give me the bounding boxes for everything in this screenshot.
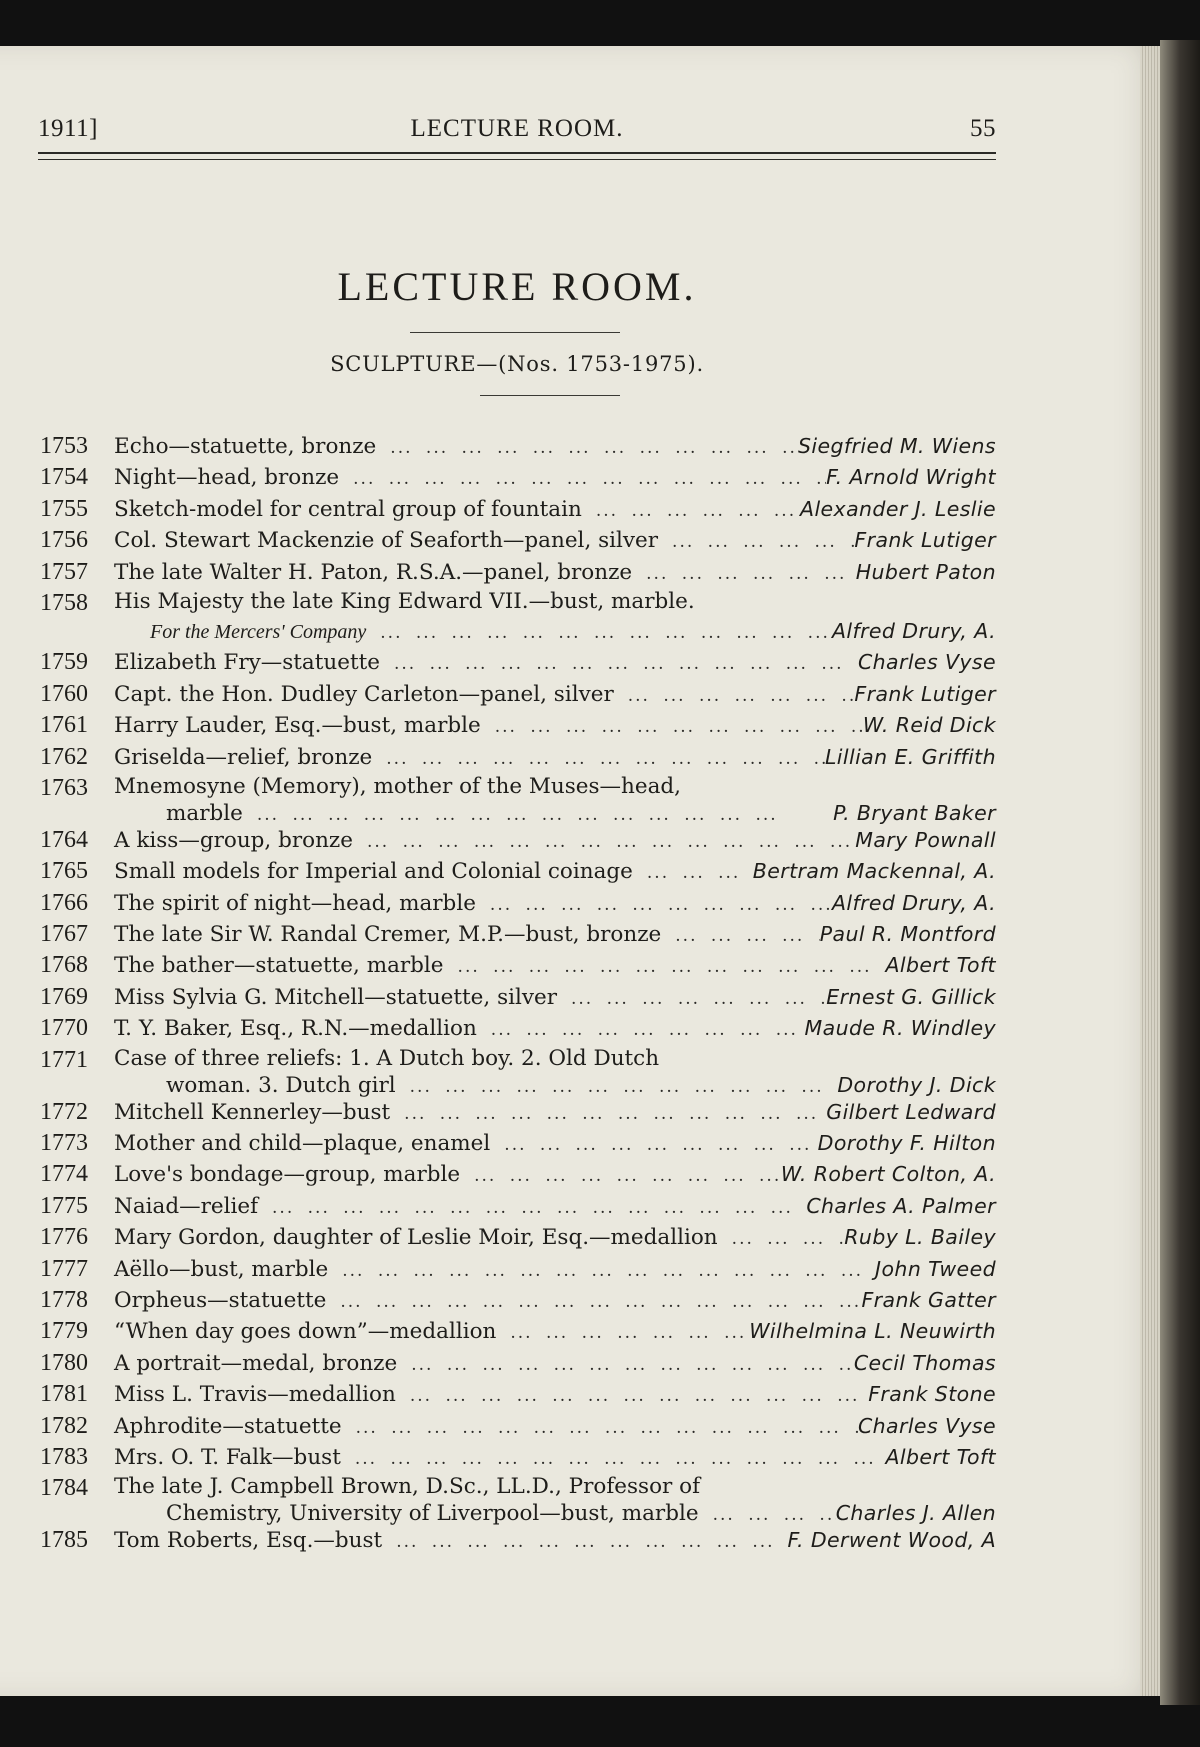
leader-dots — [243, 803, 833, 827]
entry-line — [114, 888, 996, 919]
entry-provenance: For the Mercers' Company — [150, 620, 367, 643]
entry-number: 1779 — [40, 1318, 88, 1345]
catalogue-entry — [38, 1254, 996, 1285]
entry-number: 1780 — [40, 1349, 88, 1376]
entry-line — [114, 1191, 996, 1222]
entry-number: 1765 — [40, 858, 88, 885]
entry-title: Elizabeth Fry—statuette — [114, 650, 380, 676]
entry-line — [114, 1442, 996, 1473]
entry-title: Echo—statuette, bronze — [114, 434, 377, 459]
entry-number: 1759 — [40, 649, 88, 676]
entry-line — [114, 919, 996, 950]
leader-dots — [614, 681, 855, 712]
entry-number: 1769 — [40, 983, 88, 1010]
entry-number: 1783 — [40, 1443, 88, 1470]
entry-line — [114, 1222, 996, 1253]
entry-title: Tom Roberts, Esq.—bust — [114, 1528, 383, 1554]
entry-artist: Frank Stone — [868, 1382, 996, 1407]
entry-line — [114, 1254, 996, 1285]
entry-artist: Alexander J. Leslie — [800, 496, 996, 521]
leader-dots — [342, 1413, 858, 1444]
entry-artist: Bertram Mackennal, A. — [752, 859, 996, 884]
entry-line — [114, 616, 996, 647]
entry-line — [166, 1073, 996, 1097]
entry-title: Miss L. Travis—medallion — [114, 1382, 396, 1408]
entry-line — [114, 462, 996, 493]
leader-dots — [390, 1099, 826, 1130]
entry-artist: P. Bryant Baker — [833, 800, 996, 825]
catalogue-entry — [38, 1191, 996, 1222]
entry-number: 1763 — [40, 774, 88, 801]
leader-dots — [341, 1444, 886, 1475]
catalogue-entry — [38, 1525, 996, 1556]
leader-dots — [477, 1015, 805, 1046]
entry-line — [114, 1097, 996, 1128]
entry-number: 1756 — [40, 527, 88, 554]
entry-line — [114, 742, 996, 773]
entry-number: 1762 — [40, 743, 88, 770]
leader-dots — [699, 1503, 836, 1527]
leader-dots — [396, 1381, 868, 1412]
entry-title: “When day goes down”—medallion — [114, 1319, 497, 1345]
entry-artist: Alfred Drury, A. — [831, 890, 996, 915]
leader-dots — [476, 890, 832, 921]
entry-artist: F. Derwent Wood, A — [787, 1528, 996, 1553]
entry-artist: Wilhelmina L. Neuwirth — [749, 1319, 996, 1344]
catalogue-entry — [38, 856, 996, 887]
leader-dots — [460, 1161, 781, 1192]
catalogue-entry — [38, 1379, 996, 1410]
leader-dots — [326, 1287, 861, 1318]
entry-line — [114, 679, 996, 710]
entry-number: 1772 — [40, 1098, 88, 1125]
entry-number: 1782 — [40, 1412, 88, 1439]
entry-line — [114, 1525, 996, 1556]
entry-title: Small models for Imperial and Colonial coinage — [114, 859, 633, 885]
entry-title: Night—head, bronze — [114, 465, 340, 491]
leader-dots — [372, 744, 825, 775]
catalogue-entry — [38, 888, 996, 919]
catalogue-entry — [38, 1316, 996, 1347]
entry-line — [114, 773, 996, 801]
entry-artist: Hubert Paton — [855, 559, 996, 584]
entry-line — [114, 1013, 996, 1044]
entry-number: 1785 — [40, 1527, 88, 1554]
entry-line — [114, 1379, 996, 1410]
entry-artist: Maude R. Windley — [804, 1016, 996, 1041]
entry-number: 1775 — [40, 1192, 88, 1219]
entry-artist: Frank Lutiger — [854, 528, 996, 553]
catalogue-entry — [38, 462, 996, 493]
leader-dots — [380, 649, 858, 680]
entry-line — [114, 1473, 996, 1501]
entry-title: A kiss—group, bronze — [114, 827, 353, 853]
entry-line — [114, 950, 996, 981]
entry-number: 1755 — [40, 495, 88, 522]
entry-artist: Dorothy J. Dick — [837, 1072, 996, 1097]
entry-line — [114, 1348, 996, 1379]
catalogue-entry — [38, 647, 996, 678]
entry-title: Orpheus—statuette — [114, 1287, 327, 1313]
entry-title: T. Y. Baker, Esq., R.N.—medallion — [114, 1016, 477, 1042]
leader-dots — [397, 1350, 854, 1381]
entry-number: 1757 — [40, 558, 88, 585]
entry-artist: Albert Toft — [885, 1444, 996, 1469]
catalogue-entry — [38, 1159, 996, 1190]
leader-dots — [557, 984, 826, 1015]
leader-dots — [658, 527, 854, 558]
entry-line — [114, 588, 996, 616]
catalogue-entry — [38, 1222, 996, 1253]
catalogue-entry — [38, 982, 996, 1013]
entry-artist: Cecil Thomas — [853, 1350, 996, 1375]
entry-title: Mrs. O. T. Falk—bust — [114, 1444, 341, 1470]
entry-title: Col. Stewart Mackenzie of Seaforth—panel, silver — [114, 528, 659, 554]
entry-number: 1760 — [40, 680, 88, 707]
entry-title: Mary Gordon, daughter of Leslie Moir, Esq.—medallion — [114, 1225, 718, 1251]
leader-dots — [382, 1527, 787, 1558]
leader-dots — [490, 1130, 817, 1161]
entry-number: 1764 — [40, 826, 88, 853]
leader-dots — [366, 618, 832, 649]
entry-title: Mitchell Kennerley—bust — [114, 1099, 391, 1125]
entry-title: Case of three reliefs: 1. A Dutch boy. 2. Old Dutch — [114, 1045, 660, 1071]
leader-dots — [632, 559, 856, 590]
entry-number: 1753 — [40, 433, 88, 459]
entry-line — [114, 982, 996, 1013]
running-head — [38, 110, 996, 150]
entry-number: 1761 — [40, 712, 88, 739]
catalogue-entry — [38, 773, 996, 825]
catalogue-entry — [38, 710, 996, 741]
entry-line — [114, 710, 996, 741]
catalogue-entry — [38, 494, 996, 525]
entry-line — [114, 1285, 996, 1316]
entry-title: Harry Lauder, Esq.—bust, marble — [114, 713, 481, 739]
leader-dots — [396, 1075, 838, 1099]
entry-line — [114, 856, 996, 887]
entry-title: Chemistry, University of Liverpool—bust, marble — [166, 1501, 699, 1527]
catalogue-entry — [38, 1473, 996, 1525]
leader-dots — [339, 464, 826, 495]
entry-number: 1774 — [40, 1161, 88, 1188]
catalogue-entry — [38, 742, 996, 773]
catalogue-entry — [38, 1411, 996, 1442]
entry-artist: Alfred Drury, A. — [831, 618, 996, 643]
leader-dots — [633, 858, 753, 889]
entry-title: Mother and child—plaque, enamel — [114, 1131, 491, 1157]
entry-title: The bather—statuette, marble — [114, 953, 444, 979]
entry-artist: Gilbert Ledward — [826, 1099, 996, 1124]
leader-dots — [481, 712, 863, 743]
leader-dots — [353, 827, 855, 858]
entry-title: Sketch-model for central group of fountain — [114, 496, 582, 522]
entry-artist: Frank Gatter — [861, 1287, 996, 1312]
entry-line — [114, 1128, 996, 1159]
running-head-year: 1911] — [38, 115, 98, 142]
catalogue-list — [38, 431, 996, 1557]
entry-artist: Charles Vyse — [857, 1413, 996, 1438]
entry-artist: Lillian E. Griffith — [824, 744, 996, 769]
book-spine — [1160, 40, 1200, 1705]
leader-dots — [496, 1318, 749, 1349]
catalogue-entry — [38, 950, 996, 981]
entry-title: Love's bondage—group, marble — [114, 1162, 461, 1188]
entry-title: The late Walter H. Paton, R.S.A.—panel, bronze — [114, 559, 633, 585]
leader-dots — [661, 921, 819, 952]
entry-line — [166, 801, 996, 825]
catalogue-entry — [38, 1045, 996, 1097]
entry-line — [114, 1045, 996, 1073]
entry-title: A portrait—medal, bronze — [114, 1350, 398, 1376]
entry-title: Aëllo—bust, marble — [114, 1256, 329, 1282]
entry-number: 1776 — [40, 1224, 88, 1251]
entry-artist: Charles A. Palmer — [806, 1193, 996, 1218]
catalogue-entry — [38, 431, 996, 462]
entry-title: Capt. the Hon. Dudley Carleton—panel, silver — [114, 681, 614, 707]
entry-number: 1767 — [40, 921, 88, 948]
catalogue-entry — [38, 1013, 996, 1044]
entry-artist: Siegfried M. Wiens — [798, 434, 996, 458]
entry-number: 1754 — [40, 464, 88, 491]
catalogue-entry — [38, 588, 996, 647]
entry-line — [114, 647, 996, 678]
leader-dots — [376, 433, 798, 464]
entry-artist: Ruby L. Bailey — [844, 1225, 996, 1250]
section-subtitle: SCULPTURE—(Nos. 1753-1975). — [330, 352, 704, 376]
entry-title: The late J. Campbell Brown, D.Sc., LL.D., Professor of — [114, 1474, 701, 1500]
leader-dots — [718, 1224, 845, 1255]
entry-number: 1758 — [40, 589, 88, 616]
catalogue-entry — [38, 679, 996, 710]
entry-artist: Albert Toft — [885, 953, 996, 978]
entry-artist: Dorothy F. Hilton — [817, 1131, 996, 1156]
entry-title: Aphrodite—statuette — [114, 1413, 342, 1439]
entry-artist: Ernest G. Gillick — [826, 984, 996, 1009]
leader-dots — [328, 1256, 875, 1287]
leader-dots — [258, 1193, 806, 1224]
entry-artist: Paul R. Montford — [819, 922, 996, 947]
entry-artist: W. Reid Dick — [862, 713, 996, 738]
entry-title: Naiad—relief — [114, 1193, 259, 1219]
entry-line — [166, 1501, 996, 1525]
entry-title: marble — [166, 800, 243, 826]
header-rule — [38, 152, 996, 160]
running-head-title: LECTURE ROOM. — [410, 115, 624, 142]
entry-number: 1768 — [40, 952, 88, 979]
entry-title: Griselda—relief, bronze — [114, 744, 373, 770]
entry-artist: Charles Vyse — [857, 650, 996, 675]
entry-number: 1773 — [40, 1130, 88, 1157]
entry-line — [114, 494, 996, 525]
entry-title: The spirit of night—head, marble — [114, 890, 476, 916]
entry-title: woman. 3. Dutch girl — [166, 1072, 396, 1098]
entry-artist: W. Robert Colton, A. — [780, 1162, 996, 1187]
entry-number: 1766 — [40, 889, 88, 916]
entry-title: His Majesty the late King Edward VII.—bust, marble. — [114, 588, 695, 614]
entry-line — [114, 431, 996, 462]
entry-title: The late Sir W. Randal Cremer, M.P.—bust, bronze — [114, 922, 662, 948]
entry-line — [114, 525, 996, 556]
page-title: LECTURE ROOM. — [337, 264, 697, 309]
subtitle-rule — [480, 395, 620, 396]
catalogue-entry — [38, 1442, 996, 1473]
entry-artist: Charles J. Allen — [835, 1501, 996, 1526]
title-rule — [410, 332, 620, 333]
catalogue-entry — [38, 525, 996, 556]
leader-dots — [582, 496, 800, 527]
entry-title: Miss Sylvia G. Mitchell—statuette, silver — [114, 984, 557, 1010]
catalogue-entry — [38, 919, 996, 950]
catalogue-entry — [38, 1128, 996, 1159]
page-number: 55 — [970, 115, 996, 142]
leader-dots — [444, 952, 886, 983]
entry-line — [114, 1316, 996, 1347]
entry-artist: Mary Pownall — [855, 827, 996, 852]
entry-line — [114, 557, 996, 588]
entry-line — [114, 825, 996, 856]
entry-artist: John Tweed — [875, 1256, 996, 1281]
entry-artist: F. Arnold Wright — [826, 465, 996, 490]
catalogue-entry — [38, 1348, 996, 1379]
catalogue-entry — [38, 1097, 996, 1128]
entry-number: 1771 — [40, 1046, 88, 1073]
entry-line — [114, 1159, 996, 1190]
entry-number: 1784 — [40, 1475, 88, 1502]
entry-title: Mnemosyne (Memory), mother of the Muses—head, — [114, 773, 682, 799]
catalogue-entry — [38, 825, 996, 856]
catalogue-entry — [38, 1285, 996, 1316]
entry-line — [114, 1411, 996, 1442]
catalogue-entry — [38, 557, 996, 588]
entry-number: 1778 — [40, 1286, 88, 1313]
entry-number: 1777 — [40, 1255, 88, 1282]
entry-artist: Frank Lutiger — [854, 681, 996, 706]
entry-number: 1770 — [40, 1015, 88, 1042]
entry-number: 1781 — [40, 1381, 88, 1408]
